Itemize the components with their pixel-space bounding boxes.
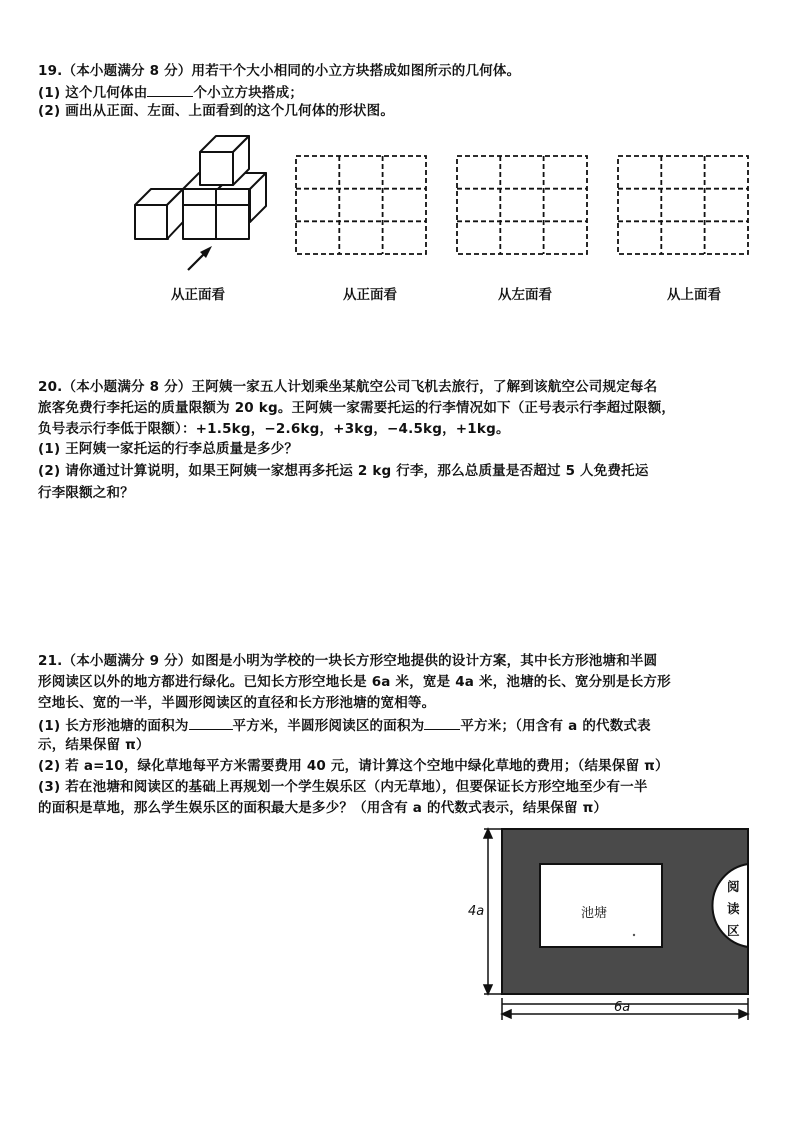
length-label: 6a — [614, 1000, 631, 1015]
width-label: 4a — [468, 904, 485, 919]
q21-part1-cont: 示，结果保留 π） — [38, 737, 150, 753]
q21-part1-a: (1) 长方形池塘的面积为 — [38, 718, 189, 734]
q20-part1: (1) 王阿姨一家托运的行李总质量是多少？ — [38, 441, 299, 457]
answer-blank — [424, 715, 460, 730]
top-view-grid — [617, 155, 749, 255]
q21-part1 — [38, 715, 651, 736]
q19-title: 19.（本小题满分 8 分）用若干个大小相同的小立方块搭成如图所示的几何体。 — [38, 63, 521, 79]
q21-part1-c: 平方米；（用含有 a 的代数式表 — [460, 718, 651, 734]
q21-line-2: 形阅读区以外的地方都进行绿化。已知长方形空地长是 6a 米，宽是 4a 米，池塘的长、宽分别是长方形 — [38, 674, 671, 690]
q20-line-3: 负号表示行李低于限额）：+1.5kg，−2.6kg，+3kg，−4.5kg，+1kg。 — [38, 421, 510, 437]
figure-caption: 从正面看 — [171, 287, 225, 303]
q19-part2: (2) 画出从正面、左面、上面看到的这个几何体的形状图。 — [38, 103, 395, 119]
q21-line-1: 21.（本小题满分 9 分）如图是小明为学校的一块长方形空地提供的设计方案，其中长方形池塘和半圆 — [38, 653, 658, 669]
land-diagram — [476, 826, 756, 1026]
view-arrow-icon — [185, 243, 215, 273]
q20-line-2: 旅客免费行李托运的质量限额为 20 kg。王阿姨一家需要托运的行李情况如下（正号表示行李超过限额， — [38, 400, 676, 416]
q20-part2-cont: 行李限额之和？ — [38, 485, 134, 501]
q19-part1 — [38, 82, 303, 103]
q21-part3: (3) 若在池塘和阅读区的基础上再规划一个学生娱乐区（内无草地），但要保证长方形空地至少有一半 — [38, 779, 648, 795]
reading-area-label-3: 区 — [727, 923, 740, 938]
front-view-caption: 从正面看 — [343, 287, 397, 303]
reading-area-label-1: 阅 — [727, 879, 740, 894]
q21-line-3: 空地长、宽的一半，半圆形阅读区的直径和长方形池塘的宽相等。 — [38, 695, 436, 711]
q20-part2: (2) 请你通过计算说明，如果王阿姨一家想再多托运 2 kg 行李，那么总质量是否超过 5 人免费托运 — [38, 463, 649, 479]
q21-part2: (2) 若 a=10，绿化草地每平方米需要费用 40 元，请计算这个空地中绿化草地的费用；（结果保留 π） — [38, 758, 669, 774]
front-view-grid — [295, 155, 427, 255]
q19-part1-post: 个小立方块搭成； — [193, 85, 304, 101]
left-view-grid — [456, 155, 588, 255]
q20-line-1: 20.（本小题满分 8 分）王阿姨一家五人计划乘坐某航空公司飞机去旅行，了解到该航空公司规定每名 — [38, 379, 658, 395]
pond-label: 池塘 — [581, 906, 608, 921]
left-view-caption: 从左面看 — [498, 287, 552, 303]
reading-area-label-2: 读 — [727, 901, 740, 916]
q21-part3-cont: 的面积是草地，那么学生娱乐区的面积最大是多少？（用含有 a 的代数式表示，结果保留 π） — [38, 800, 608, 816]
answer-blank — [189, 715, 233, 730]
top-view-caption: 从上面看 — [667, 287, 721, 303]
q21-part1-b: 平方米，半圆形阅读区的面积为 — [232, 718, 425, 734]
answer-blank — [147, 82, 193, 97]
q19-part1-pre: (1) 这个几何体由 — [38, 85, 148, 101]
